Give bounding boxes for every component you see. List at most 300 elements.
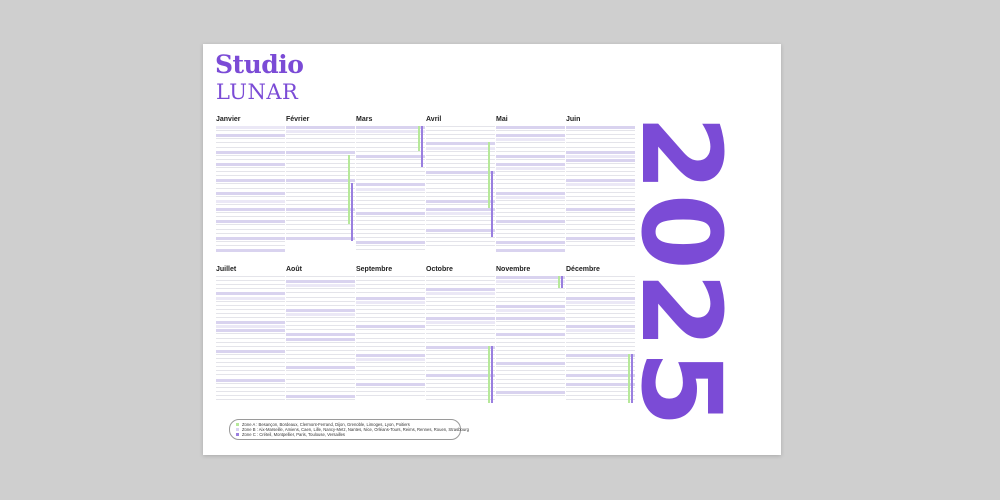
day-row	[216, 379, 285, 382]
day-row	[286, 346, 355, 347]
day-row	[426, 284, 495, 285]
day-row	[356, 224, 425, 225]
day-list	[496, 276, 565, 399]
day-row	[216, 399, 285, 400]
day-row	[356, 366, 425, 367]
day-row	[496, 354, 565, 355]
day-row	[216, 374, 285, 375]
day-row	[426, 379, 495, 380]
day-row	[356, 220, 425, 221]
month-block	[426, 265, 495, 403]
brand-title: Studio	[215, 50, 304, 79]
day-row	[286, 317, 355, 318]
day-row	[496, 325, 565, 326]
zone-c-holiday-stripe	[351, 183, 353, 240]
day-row	[496, 313, 565, 314]
month-block	[356, 115, 425, 253]
day-row	[216, 245, 285, 246]
day-row	[216, 159, 285, 160]
day-row	[216, 383, 285, 384]
day-row	[216, 325, 285, 328]
day-row	[216, 204, 285, 205]
day-row	[216, 134, 285, 137]
day-row	[426, 204, 495, 205]
day-row	[426, 346, 495, 349]
day-row	[216, 342, 285, 343]
day-row	[496, 220, 565, 223]
day-row	[356, 163, 425, 164]
day-row	[356, 284, 425, 285]
day-row	[496, 321, 565, 322]
day-row	[286, 284, 355, 287]
day-row	[426, 366, 495, 367]
day-row	[496, 175, 565, 176]
day-row	[426, 196, 495, 197]
day-row	[216, 313, 285, 314]
day-row	[496, 192, 565, 195]
day-row	[426, 399, 495, 400]
day-row	[216, 224, 285, 225]
day-row	[216, 208, 285, 211]
day-row	[426, 301, 495, 302]
day-row	[426, 224, 495, 225]
day-row	[286, 138, 355, 139]
day-row	[286, 134, 355, 135]
day-row	[216, 130, 285, 131]
day-row	[496, 245, 565, 246]
day-row	[426, 208, 495, 211]
day-row	[356, 370, 425, 371]
day-row	[356, 346, 425, 347]
day-row	[286, 399, 355, 400]
day-row	[356, 130, 425, 133]
day-row	[356, 208, 425, 209]
day-row	[216, 212, 285, 213]
day-row	[496, 249, 565, 252]
day-row	[286, 142, 355, 143]
day-row	[496, 305, 565, 308]
day-row	[426, 362, 495, 363]
day-row	[426, 163, 495, 164]
day-row	[496, 151, 565, 152]
day-row	[496, 188, 565, 189]
day-row	[216, 167, 285, 168]
zone-a-holiday-stripe	[488, 346, 490, 403]
month-name: Mai	[496, 116, 508, 123]
day-row	[426, 309, 495, 310]
day-row	[496, 284, 565, 285]
month-name: Février	[286, 116, 310, 123]
day-row	[426, 358, 495, 359]
day-row	[426, 167, 495, 168]
day-row	[426, 142, 495, 145]
month-name: Juin	[566, 116, 581, 123]
day-row	[356, 358, 425, 361]
day-row	[496, 171, 565, 172]
day-row	[216, 276, 285, 277]
day-row	[286, 395, 355, 398]
day-row	[496, 237, 565, 238]
day-row	[216, 175, 285, 176]
day-row	[356, 216, 425, 217]
day-row	[356, 395, 425, 396]
day-row	[496, 370, 565, 371]
day-row	[356, 134, 425, 135]
day-row	[356, 192, 425, 193]
day-row	[286, 212, 355, 213]
day-row	[356, 387, 425, 388]
day-row	[496, 212, 565, 213]
day-row	[286, 183, 355, 184]
day-row	[286, 192, 355, 193]
day-row	[356, 325, 425, 328]
day-list	[426, 126, 495, 249]
day-row	[426, 297, 495, 298]
day-row	[356, 138, 425, 139]
month-block	[216, 265, 285, 403]
day-row	[496, 374, 565, 375]
day-row	[216, 155, 285, 156]
zone-c-holiday-stripe	[561, 276, 563, 288]
day-row	[356, 292, 425, 293]
day-row	[496, 130, 565, 131]
day-row	[356, 183, 425, 186]
day-row	[496, 297, 565, 298]
day-row	[216, 292, 285, 295]
day-row	[496, 383, 565, 384]
day-row	[356, 338, 425, 339]
day-row	[286, 350, 355, 351]
day-row	[216, 333, 285, 334]
day-list	[286, 126, 355, 241]
day-row	[216, 284, 285, 285]
day-row	[426, 280, 495, 281]
day-list	[216, 126, 285, 253]
month-block	[496, 115, 565, 253]
day-row	[356, 362, 425, 363]
day-row	[496, 391, 565, 394]
day-row	[216, 229, 285, 230]
day-row	[356, 155, 425, 158]
day-row	[426, 329, 495, 330]
day-row	[356, 171, 425, 172]
day-row	[356, 126, 425, 129]
day-row	[356, 151, 425, 152]
day-row	[496, 329, 565, 330]
day-row	[216, 366, 285, 367]
day-row	[426, 175, 495, 176]
zone-c-holiday-stripe	[491, 171, 493, 237]
day-row	[286, 204, 355, 205]
day-row	[286, 179, 355, 182]
day-row	[426, 241, 495, 242]
day-row	[286, 280, 355, 283]
day-row	[496, 142, 565, 143]
day-row	[426, 321, 495, 324]
day-row	[496, 395, 565, 396]
day-row	[216, 288, 285, 289]
day-row	[356, 237, 425, 238]
month-block	[356, 265, 425, 399]
day-row	[286, 342, 355, 343]
day-row	[426, 220, 495, 221]
day-row	[426, 387, 495, 388]
day-row	[286, 208, 355, 211]
day-list	[356, 126, 425, 253]
day-row	[426, 183, 495, 184]
day-row	[356, 200, 425, 201]
day-row	[496, 241, 565, 244]
day-list	[356, 276, 425, 399]
school-zones-legend	[229, 419, 469, 440]
day-row	[216, 216, 285, 217]
day-row	[286, 130, 355, 133]
month-block	[216, 115, 285, 253]
day-row	[356, 249, 425, 250]
day-row	[426, 179, 495, 180]
day-row	[286, 126, 355, 129]
day-row	[286, 288, 355, 289]
zone-a-holiday-stripe	[558, 276, 560, 288]
day-row	[496, 301, 565, 302]
day-row	[286, 147, 355, 148]
day-row	[426, 130, 495, 131]
day-row	[286, 379, 355, 380]
day-row	[426, 395, 495, 396]
day-row	[356, 313, 425, 314]
day-row	[426, 229, 495, 232]
day-row	[426, 383, 495, 384]
day-row	[216, 301, 285, 302]
day-row	[216, 395, 285, 396]
zone-a-swatch	[236, 423, 239, 426]
day-row	[216, 280, 285, 281]
day-row	[356, 350, 425, 351]
day-row	[496, 163, 565, 166]
day-list	[496, 126, 565, 253]
day-row	[286, 297, 355, 298]
day-row	[426, 237, 495, 238]
day-row	[426, 305, 495, 306]
day-row	[496, 229, 565, 230]
day-row	[356, 297, 425, 300]
day-row	[216, 354, 285, 355]
day-row	[356, 212, 425, 215]
brand-subtitle: LUNAR	[216, 80, 299, 104]
day-row	[426, 245, 495, 246]
day-row	[426, 317, 495, 320]
day-row	[286, 159, 355, 160]
day-row	[496, 159, 565, 160]
day-row	[216, 317, 285, 318]
day-row	[496, 338, 565, 339]
month-name: Octobre	[426, 266, 453, 273]
day-row	[496, 216, 565, 217]
month-name: Août	[286, 266, 302, 273]
day-row	[286, 200, 355, 201]
month-name: Mars	[356, 116, 373, 123]
day-row	[426, 147, 495, 150]
day-row	[426, 134, 495, 135]
day-row	[356, 142, 425, 143]
day-row	[286, 374, 355, 375]
day-row	[356, 309, 425, 310]
day-row	[426, 370, 495, 371]
day-row	[286, 233, 355, 234]
day-row	[426, 391, 495, 392]
zone-c-swatch	[236, 433, 239, 436]
day-row	[356, 321, 425, 322]
day-row	[496, 342, 565, 343]
day-row	[426, 354, 495, 355]
day-row	[216, 387, 285, 388]
day-row	[496, 196, 565, 199]
day-row	[216, 309, 285, 310]
day-row	[216, 329, 285, 332]
day-row	[286, 325, 355, 326]
day-row	[496, 317, 565, 320]
day-row	[216, 142, 285, 143]
day-row	[216, 138, 285, 139]
day-row	[216, 305, 285, 306]
day-row	[496, 288, 565, 289]
month-name: Janvier	[216, 116, 241, 123]
day-row	[216, 321, 285, 324]
day-row	[356, 280, 425, 281]
day-row	[216, 249, 285, 252]
day-row	[496, 350, 565, 351]
day-row	[216, 237, 285, 240]
day-row	[356, 196, 425, 197]
day-row	[286, 237, 355, 240]
day-list	[216, 276, 285, 403]
day-row	[426, 374, 495, 377]
day-row	[286, 151, 355, 154]
day-row	[356, 245, 425, 246]
day-row	[356, 379, 425, 380]
day-row	[286, 391, 355, 392]
day-row	[496, 208, 565, 209]
day-row	[426, 159, 495, 160]
day-row	[356, 175, 425, 176]
day-row	[286, 220, 355, 221]
month-block	[496, 265, 565, 399]
day-row	[216, 151, 285, 154]
day-row	[286, 229, 355, 230]
day-row	[496, 358, 565, 359]
day-row	[426, 292, 495, 295]
zone-b-label: Zone B : Aix-Marseille, Amiens, Caen, Lille, Nancy-Metz, Nantes, Nice, Orléans-Tours, Reims, Rennes, Rouen, Strasbourg	[242, 427, 469, 432]
day-row	[496, 224, 565, 225]
day-row	[426, 126, 495, 127]
day-row	[356, 229, 425, 230]
day-row	[216, 297, 285, 300]
day-row	[356, 179, 425, 180]
zone-b-swatch	[236, 428, 239, 431]
day-row	[286, 292, 355, 293]
day-row	[426, 325, 495, 326]
zone-c-label: Zone C : Créteil, Montpellier, Paris, Toulouse, Versailles	[242, 432, 346, 437]
day-row	[286, 305, 355, 306]
zone-c-row	[236, 432, 345, 437]
month-name: Novembre	[496, 266, 531, 273]
month-name: Septembre	[356, 266, 393, 273]
day-row	[426, 151, 495, 152]
day-row	[496, 134, 565, 137]
year-container	[617, 114, 745, 430]
day-row	[216, 362, 285, 363]
day-row	[286, 333, 355, 336]
day-row	[216, 179, 285, 182]
day-row	[286, 163, 355, 164]
month-name: Avril	[426, 116, 442, 123]
zone-c-holiday-stripe	[491, 346, 493, 403]
day-row	[216, 241, 285, 242]
day-row	[356, 167, 425, 168]
day-row	[496, 179, 565, 180]
day-row	[286, 188, 355, 189]
day-row	[216, 171, 285, 172]
zone-c-holiday-stripe	[421, 126, 423, 167]
day-row	[356, 329, 425, 330]
day-row	[496, 366, 565, 367]
day-row	[286, 276, 355, 277]
day-row	[216, 338, 285, 339]
day-row	[496, 167, 565, 170]
month-block	[286, 265, 355, 403]
month-name: Décembre	[566, 266, 600, 273]
day-row	[496, 155, 565, 158]
day-row	[356, 383, 425, 386]
day-row	[286, 175, 355, 176]
day-row	[286, 224, 355, 225]
day-row	[426, 212, 495, 215]
day-row	[426, 138, 495, 139]
day-row	[356, 391, 425, 392]
day-row	[356, 301, 425, 304]
day-row	[216, 188, 285, 189]
day-row	[216, 163, 285, 166]
day-row	[426, 188, 495, 189]
zone-a-holiday-stripe	[348, 155, 350, 225]
day-row	[286, 354, 355, 355]
day-row	[496, 280, 565, 283]
day-row	[286, 216, 355, 217]
day-row	[286, 309, 355, 312]
day-row	[286, 383, 355, 384]
day-row	[426, 288, 495, 291]
day-row	[426, 233, 495, 234]
day-row	[426, 333, 495, 334]
day-row	[356, 317, 425, 318]
zone-a-holiday-stripe	[488, 142, 490, 208]
day-row	[426, 342, 495, 343]
day-row	[216, 233, 285, 234]
day-row	[216, 126, 285, 129]
day-row	[356, 305, 425, 306]
day-row	[496, 147, 565, 148]
day-row	[216, 192, 285, 195]
day-row	[426, 313, 495, 314]
day-row	[356, 288, 425, 289]
day-row	[496, 183, 565, 184]
day-row	[356, 342, 425, 343]
day-row	[286, 301, 355, 302]
day-row	[286, 387, 355, 388]
day-row	[426, 350, 495, 351]
day-row	[356, 374, 425, 375]
day-row	[356, 159, 425, 160]
